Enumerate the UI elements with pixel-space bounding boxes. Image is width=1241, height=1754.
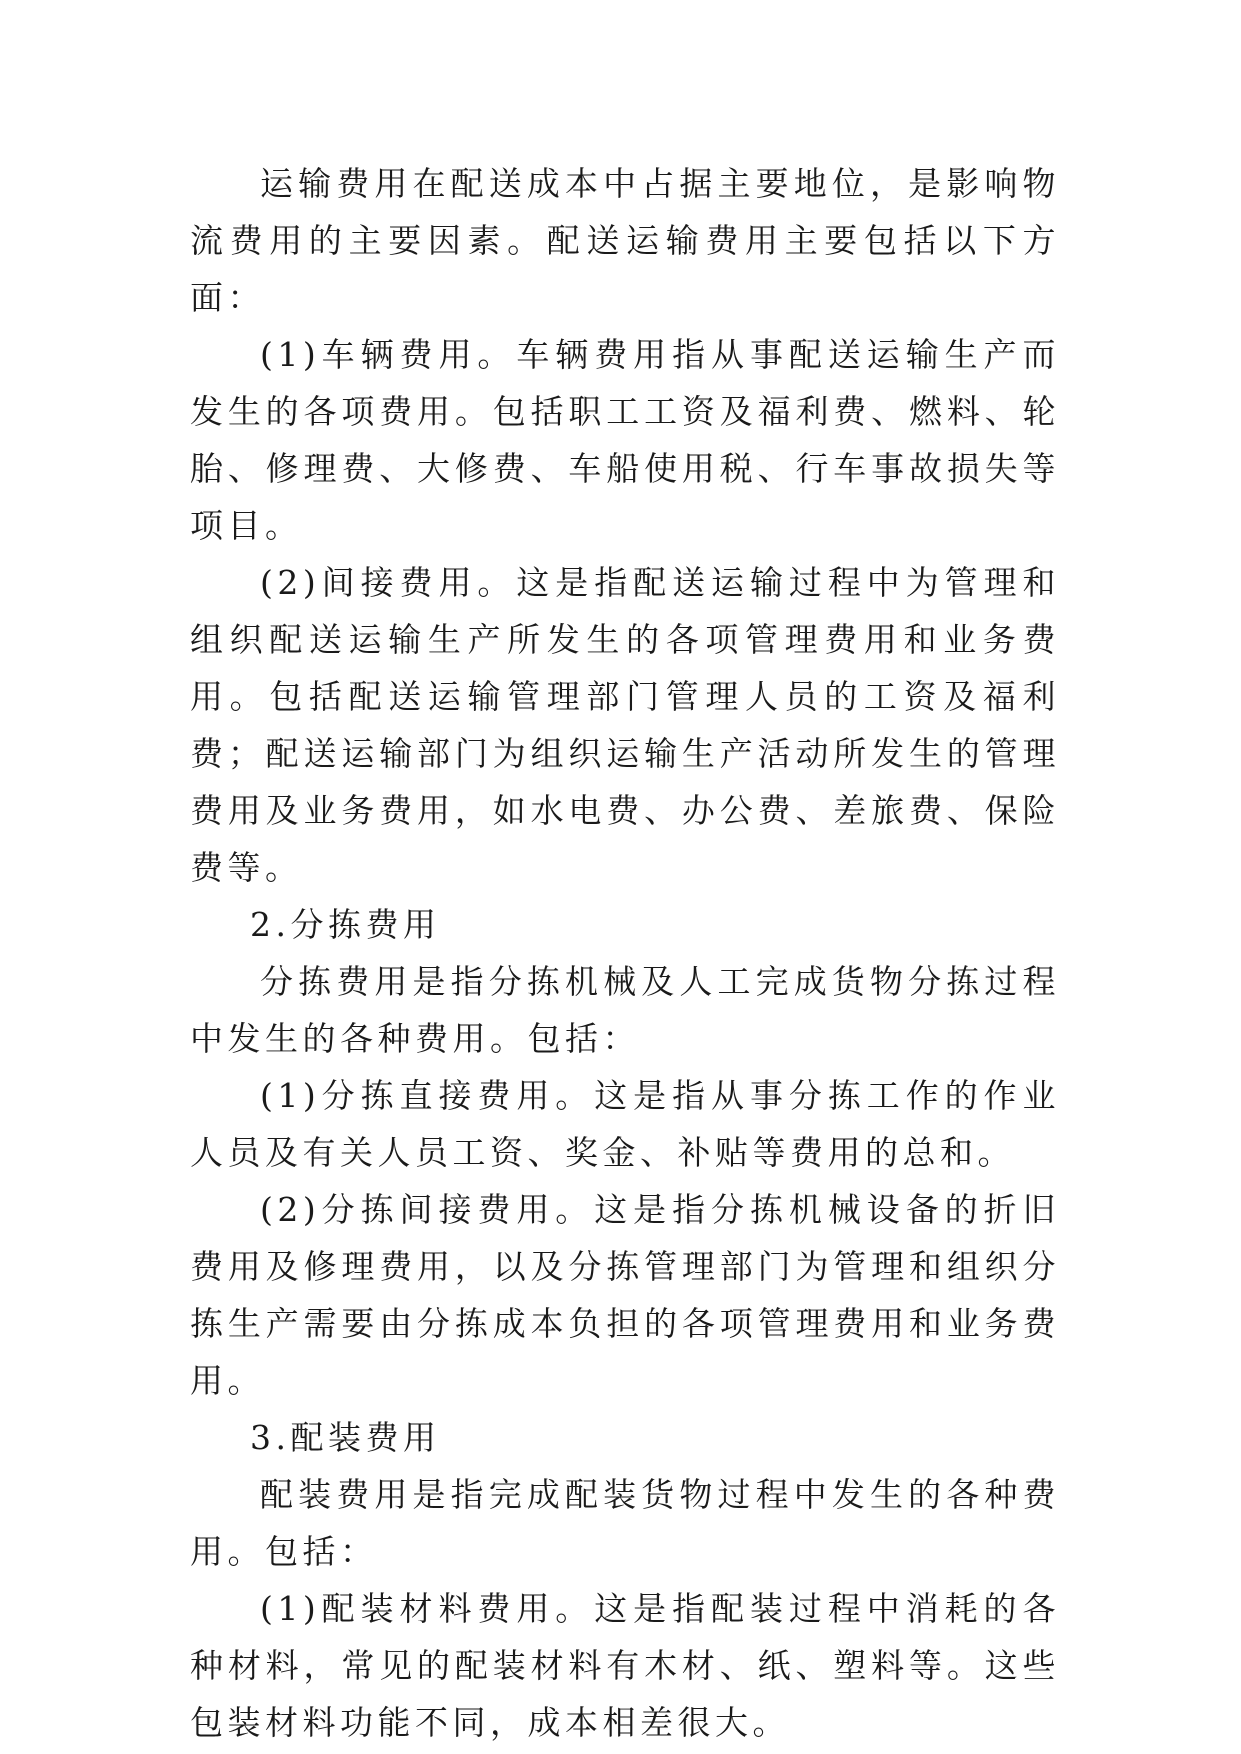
document-body xyxy=(190,155,1060,1751)
section-heading-sorting-cost: 2.分拣费用 xyxy=(250,905,441,944)
paragraph-sorting-indirect-cost: (2)分拣间接费用。这是指分拣机械设备的折旧费用及修理费用，以及分拣管理部门为管理和组织分拣生产需要由分拣成本负担的各项管理费用和业务费用。 xyxy=(190,1190,1060,1400)
section-heading-loading-cost: 3.配装费用 xyxy=(250,1418,441,1457)
paragraph-transport-cost-intro: 运输费用在配送成本中占据主要地位，是影响物流费用的主要因素。配送运输费用主要包括以下方面： xyxy=(190,164,1060,317)
paragraph-loading-cost-intro: 配装费用是指完成配装货物过程中发生的各种费用。包括： xyxy=(190,1475,1060,1571)
paragraph-loading-material-cost: (1)配装材料费用。这是指配装过程中消耗的各种材料，常见的配装材料有木材、纸、塑料等。这些包装材料功能不同，成本相差很大。 xyxy=(190,1589,1060,1742)
paragraph-vehicle-cost: (1)车辆费用。车辆费用指从事配送运输生产而发生的各项费用。包括职工工资及福利费、燃料、轮胎、修理费、大修费、车船使用税、行车事故损失等项目。 xyxy=(190,335,1060,545)
paragraph-sorting-direct-cost: (1)分拣直接费用。这是指从事分拣工作的作业人员及有关人员工资、奖金、补贴等费用的总和。 xyxy=(190,1076,1060,1172)
paragraph-sorting-cost-intro: 分拣费用是指分拣机械及人工完成货物分拣过程中发生的各种费用。包括： xyxy=(190,962,1060,1058)
paragraph-indirect-cost: (2)间接费用。这是指配送运输过程中为管理和组织配送运输生产所发生的各项管理费用和业务费用。包括配送运输管理部门管理人员的工资及福利费；配送运输部门为组织运输生产活动所发生的管理费用及业务费用，如水电费、办公费、差旅费、保险费等。 xyxy=(190,563,1060,887)
